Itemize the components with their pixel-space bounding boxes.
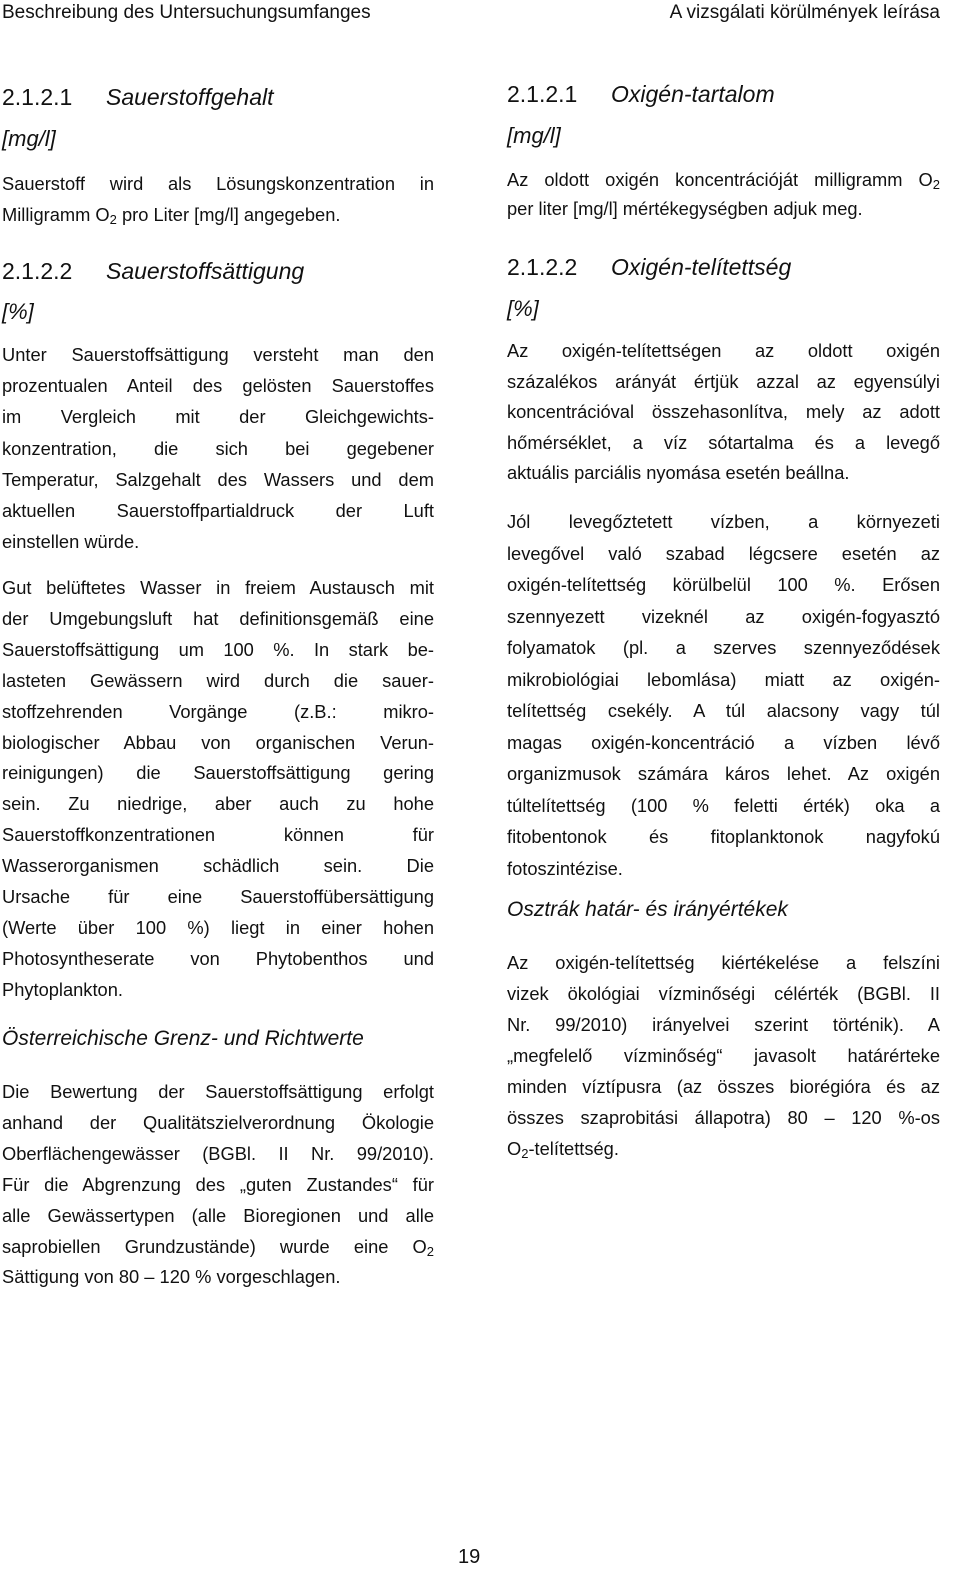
paragraph-limits-hu <box>507 947 940 1164</box>
paragraph-line: szennyezett vizeknél az oxigén-fogyasztó <box>507 605 940 627</box>
paragraph-line: lasteten Gewässern wird durch die sauer- <box>2 669 434 691</box>
paragraph-line: minden víztípusra (az összes biorégióra és az <box>507 1076 940 1097</box>
paragraph-line: oxigén-telítettség körülbelül 100 %. Erősen <box>507 574 940 595</box>
paragraph-line: einstellen würde. <box>2 531 140 553</box>
paragraph-line: im Vergleich mit der Gleichgewichts- <box>2 406 434 428</box>
paragraph-line: der Umgebungsluft hat definitionsgemäß eine <box>2 607 434 629</box>
section-title: Sauerstoffgehalt <box>106 84 274 110</box>
paragraph-line: Phytoplankton. <box>2 978 123 1000</box>
paragraph-line: (Werte über 100 %) liegt in einer hohen <box>2 916 434 938</box>
header-left-title: Beschreibung des Untersuchungsumfanges <box>2 2 371 23</box>
paragraph-line: Photosyntheserate von Phytobenthos und <box>2 947 434 969</box>
paragraph-line: per liter [mg/l] mértékegységben adjuk meg. <box>507 198 863 219</box>
paragraph-line: mikrobiológiai lebomlása) miatt az oxigén- <box>507 668 940 690</box>
paragraph-line: telítettség csekély. A túl alacsony vagy túl <box>507 700 940 721</box>
paragraph-line: vizek ökológiai vízminőségi célérték (BGBl. II <box>507 983 940 1004</box>
section-title: Sauerstoffsättigung <box>106 258 305 284</box>
paragraph-explanation-de <box>2 573 434 1006</box>
paragraph-line: Sättigung von 80 – 120 % vorgeschlagen. <box>2 1266 341 1288</box>
paragraph-explanation-hu <box>507 506 940 884</box>
section-unit: [%] <box>2 299 34 324</box>
paragraph-line: Sauerstoffsättigung um 100 %. In stark be- <box>2 638 434 660</box>
paragraph-line: aktuális parciális nyomása esetén beállna. <box>507 462 850 483</box>
paragraph-line: Nr. 99/2010) irányelvei szerint történik). A <box>507 1014 940 1035</box>
paragraph-line: Unter Sauerstoffsättigung versteht man den <box>2 344 434 365</box>
paragraph-line: reinigungen) die Sauerstoffsättigung gering <box>2 762 434 784</box>
paragraph-line: „megfelelő vízminőség“ javasolt határérteke <box>507 1045 940 1066</box>
paragraph-definition-de <box>2 339 434 557</box>
paragraph-line: hőmérséklet, a víz sótartalma és a levegő <box>507 431 940 453</box>
paragraph-line: Sauerstoffkonzentrationen können für <box>2 824 434 846</box>
section-heading-2-1-2-1-hu <box>507 81 775 108</box>
paragraph-line: Oberflächengewässer (BGBl. II Nr. 99/2010). <box>2 1142 434 1164</box>
paragraph-line: anhand der Qualitätszielverordnung Ökologie <box>2 1111 434 1133</box>
paragraph-line: stoffzehrenden Vorgänge (z.B.: mikro- <box>2 700 434 722</box>
section-heading-2-1-2-2-de <box>2 258 304 285</box>
section-number: 2.1.2.2 <box>2 258 73 284</box>
paragraph-definition-hu <box>507 336 940 489</box>
section-number: 2.1.2.2 <box>507 254 578 280</box>
section-title: Oxigén-telítettség <box>611 254 792 280</box>
paragraph-sauerstoffgehalt <box>2 168 434 230</box>
paragraph-line: Wasserorganismen schädlich sein. Die <box>2 855 434 877</box>
paragraph-line: összes szaprobitási állapotra) 80 – 120 %-os <box>507 1107 940 1128</box>
paragraph-line: Az oldott oxigén koncentrációját milligramm $O_2$ <box>507 169 940 192</box>
header-right-title: A vizsgálati körülmények leírása <box>669 2 940 23</box>
paragraph-line: Az oxigén-telítettség kiértékelése a felszíni <box>507 952 940 973</box>
paragraph-line: Az oxigén-telítettségen az oldott oxigén <box>507 340 940 361</box>
section-unit: [%] <box>507 296 539 321</box>
paragraph-line: organizmusok számára káros lehet. Az oxigén <box>507 763 940 784</box>
paragraph-line: $O_2$-telítettség. <box>507 1138 619 1161</box>
section-number: 2.1.2.1 <box>2 84 73 110</box>
subsection-title-hu: Osztrák határ- és irányértékek <box>507 898 788 921</box>
section-unit: [mg/l] <box>507 123 561 148</box>
paragraph-line: Temperatur, Salzgehalt des Wassers und dem <box>2 468 434 490</box>
section-unit: [mg/l] <box>2 126 56 151</box>
paragraph-line: Milligramm $O_2$ pro Liter [mg/l] angegeben. <box>2 204 341 227</box>
paragraph-line: Jól levegőztetett vízben, a környezeti <box>507 511 940 532</box>
paragraph-line: fitobentonok és fitoplanktonok nagyfokú <box>507 826 940 847</box>
paragraph-line: Für die Abgrenzung des „guten Zustandes“ für <box>2 1173 434 1195</box>
paragraph-line: Sauerstoff wird als Lösungskonzentration in <box>2 173 434 194</box>
section-title: Oxigén-tartalom <box>611 81 775 107</box>
paragraph-line: alle Gewässertypen (alle Bioregionen und alle <box>2 1204 434 1226</box>
paragraph-line: prozentualen Anteil des gelösten Sauerstoffes <box>2 375 434 397</box>
paragraph-line: konzentration, die sich bei gegebener <box>2 437 434 459</box>
paragraph-line: aktuellen Sauerstoffpartialdruck der Luft <box>2 500 434 522</box>
section-number: 2.1.2.1 <box>507 81 578 107</box>
paragraph-line: Gut belüftetes Wasser in freiem Austausch mit <box>2 577 434 598</box>
section-heading-2-1-2-2-hu <box>507 254 791 281</box>
paragraph-line: koncentrációval összehasonlítva, mely az adott <box>507 401 940 422</box>
paragraph-line: saprobiellen Grundzustände) wurde eine $O_2$ <box>2 1235 434 1259</box>
paragraph-line: magas oxigén-koncentráció a vízben lévő <box>507 731 940 753</box>
paragraph-line: fotoszintézise. <box>507 857 623 879</box>
paragraph-line: biologischer Abbau von organischen Verun- <box>2 731 434 753</box>
paragraph-line: levegővel való szabad légcsere esetén az <box>507 542 940 564</box>
section-heading-2-1-2-1-de <box>2 84 274 111</box>
paragraph-line: folyamatok (pl. a szerves szennyeződések <box>507 637 940 658</box>
paragraph-line: Ursache für eine Sauerstoffübersättigung <box>2 886 434 908</box>
paragraph-oxigen-tartalom <box>507 165 940 223</box>
paragraph-line: sein. Zu niedrige, aber auch zu hohe <box>2 793 434 815</box>
subsection-title-de: Österreichische Grenz- und Richtwerte <box>2 1027 364 1050</box>
page-number: 19 <box>458 1546 481 1568</box>
paragraph-line: túltelítettség (100 % feletti érték) oka a <box>507 794 940 816</box>
paragraph-limits-de <box>2 1077 434 1293</box>
paragraph-line: százalékos arányát értjük azzal az egyensúlyi <box>507 370 940 392</box>
page-header <box>0 0 960 30</box>
paragraph-line: Die Bewertung der Sauerstoffsättigung erfolgt <box>2 1081 434 1102</box>
